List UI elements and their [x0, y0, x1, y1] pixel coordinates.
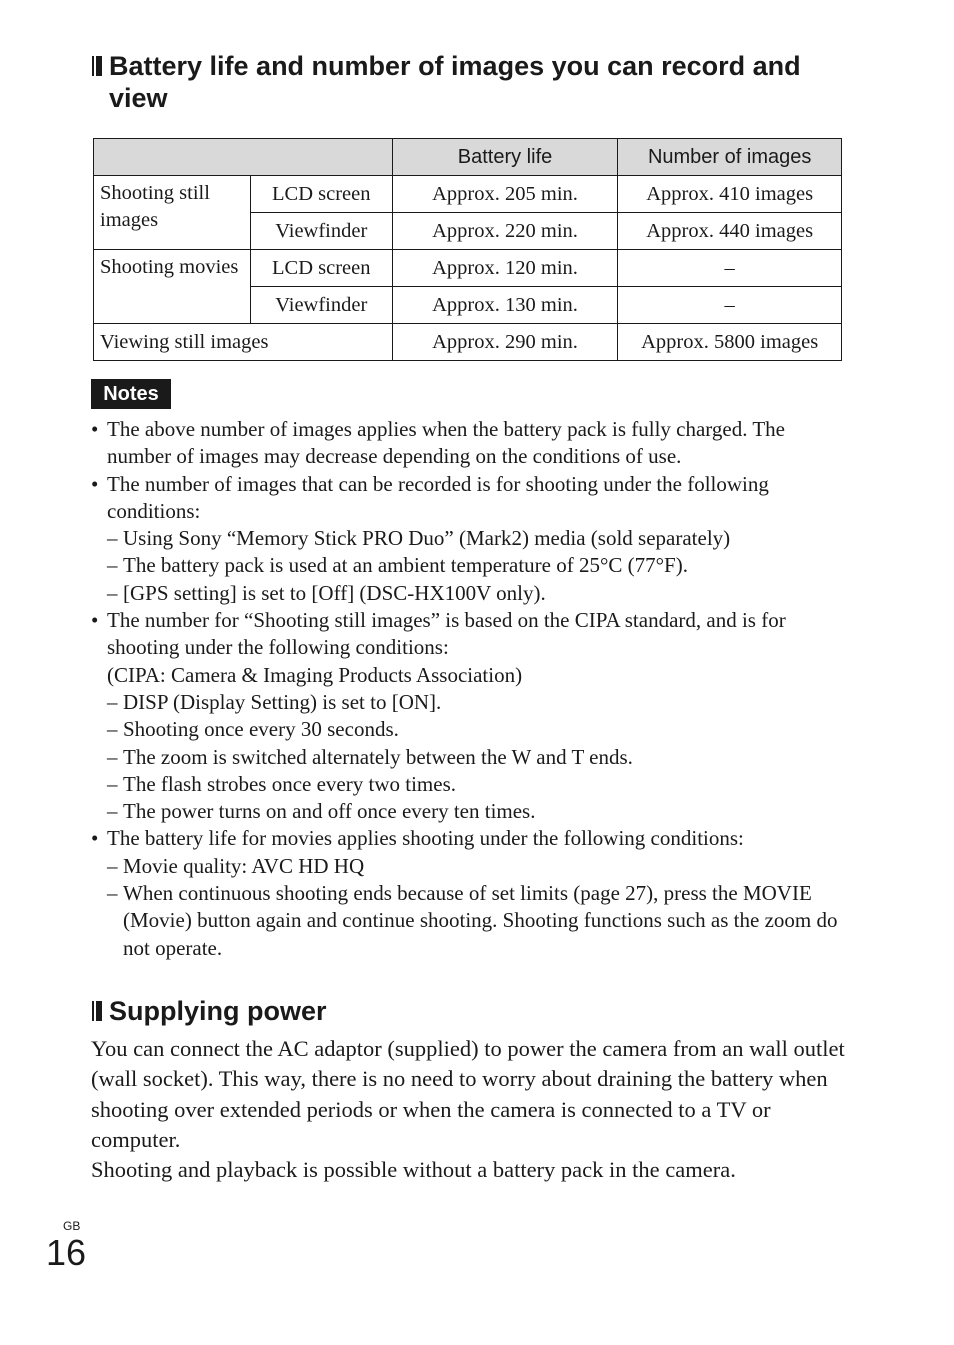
header-battery-life: Battery life: [392, 139, 618, 176]
row-battery-life: Approx. 130 min.: [392, 287, 618, 324]
note-text: The battery life for movies applies shooting under the following conditions:: [107, 826, 744, 851]
dash-icon: –: [107, 744, 118, 769]
subitem-text: The battery pack is used at an ambient temperature of 25°C (77°F).: [123, 553, 688, 578]
heading-marker-icon: [92, 56, 102, 76]
row-mode: Viewfinder: [250, 287, 392, 324]
subitem-text: The zoom is switched alternately between the W and T ends.: [123, 744, 633, 769]
row-image-count: Approx. 410 images: [618, 176, 842, 213]
row-battery-life: Approx. 290 min.: [392, 324, 618, 361]
note-subitem: [107, 552, 851, 579]
dash-icon: –: [107, 799, 118, 824]
page-language-code: GB: [63, 1219, 81, 1233]
note-text: The number of images that can be recorded is for shooting under the following conditions:: [107, 471, 769, 523]
dash-icon: –: [107, 771, 118, 796]
bullet-icon: •: [91, 417, 99, 441]
note-item: [91, 825, 851, 961]
dash-icon: –: [107, 853, 118, 878]
dash-icon: –: [107, 580, 118, 605]
row-battery-life: Approx. 120 min.: [392, 250, 618, 287]
row-battery-life: Approx. 220 min.: [392, 213, 618, 250]
note-subitem: [107, 580, 851, 607]
subitem-text: The power turns on and off once every ten times.: [123, 799, 536, 824]
paragraph: Shooting and playback is possible without a battery pack in the camera.: [91, 1157, 736, 1183]
section-title: Supplying power: [109, 996, 327, 1026]
note-text: The number for “Shooting still images” is based on the CIPA standard, and is for shooting under the following conditions:: [107, 608, 786, 660]
dash-icon: –: [107, 526, 118, 551]
dash-icon: –: [107, 689, 118, 714]
table-header-row: [94, 139, 842, 176]
note-subitem: [107, 771, 851, 798]
note-subitem: [107, 798, 851, 825]
paragraph: You can connect the AC adaptor (supplied) to power the camera from an wall outlet (wall socket). This way, there is no need to worry about draining the battery when shooting over extended periods or when the camera is connected to a TV or computer.: [91, 1036, 845, 1152]
notes-badge: Notes: [91, 379, 171, 409]
subitem-text: DISP (Display Setting) is set to [ON].: [123, 689, 442, 714]
row-mode: Viewfinder: [250, 213, 392, 250]
battery-life-table: [93, 138, 842, 361]
row-group-label: Shooting movies: [94, 250, 251, 324]
note-subitem: [107, 880, 851, 962]
note-text: The above number of images applies when the battery pack is fully charged. The number of images may decrease depending on the conditions of use.: [107, 417, 785, 469]
row-mode: LCD screen: [250, 176, 392, 213]
subitem-text: Using Sony “Memory Stick PRO Duo” (Mark2) media (sold separately): [123, 526, 731, 551]
table-row: [94, 176, 842, 213]
section-heading-battery-life: [92, 50, 852, 114]
row-group-label: Viewing still images: [94, 324, 393, 361]
row-group-label: Shooting still images: [94, 176, 251, 250]
supplying-power-body: [91, 1034, 851, 1185]
header-blank-cell: [94, 139, 393, 176]
note-item: [91, 416, 851, 471]
subitem-text: [GPS setting] is set to [Off] (DSC-HX100V only).: [123, 580, 546, 605]
note-item: [91, 607, 851, 825]
note-subitem: [107, 744, 851, 771]
page-number: 16: [46, 1232, 87, 1273]
table-row: [94, 324, 842, 361]
note-subitem: [107, 525, 851, 552]
note-subitem: [107, 689, 851, 716]
section-title: Battery life and number of images you can record and view: [109, 51, 801, 113]
row-image-count: –: [618, 250, 842, 287]
subitem-text: Shooting once every 30 seconds.: [123, 717, 399, 742]
row-mode: LCD screen: [250, 250, 392, 287]
header-number-of-images: Number of images: [618, 139, 842, 176]
subitem-text: Movie quality: AVC HD HQ: [123, 853, 365, 878]
row-image-count: Approx. 5800 images: [618, 324, 842, 361]
section-heading-supplying-power: [92, 995, 852, 1027]
dash-icon: –: [107, 717, 118, 742]
bullet-icon: •: [91, 608, 99, 633]
subitem-text: When continuous shooting ends because of set limits (page 27), press the MOVIE (Movie) button again and continue shooting. Shooting functions such as the zoom do not operate.: [123, 881, 838, 960]
dash-icon: –: [107, 881, 118, 906]
subitem-text: The flash strobes once every two times.: [123, 771, 456, 796]
bullet-icon: •: [91, 471, 99, 496]
dash-icon: –: [107, 553, 118, 578]
note-item: [91, 471, 851, 607]
heading-marker-icon: [92, 1001, 102, 1021]
table-row: [94, 250, 842, 287]
note-extra-text: (CIPA: Camera & Imaging Products Association): [107, 662, 523, 687]
row-image-count: Approx. 440 images: [618, 213, 842, 250]
note-subitem: [107, 853, 851, 880]
bullet-icon: •: [91, 826, 99, 851]
row-image-count: –: [618, 287, 842, 324]
notes-list: [91, 416, 851, 962]
note-subitem: [107, 716, 851, 743]
row-battery-life: Approx. 205 min.: [392, 176, 618, 213]
